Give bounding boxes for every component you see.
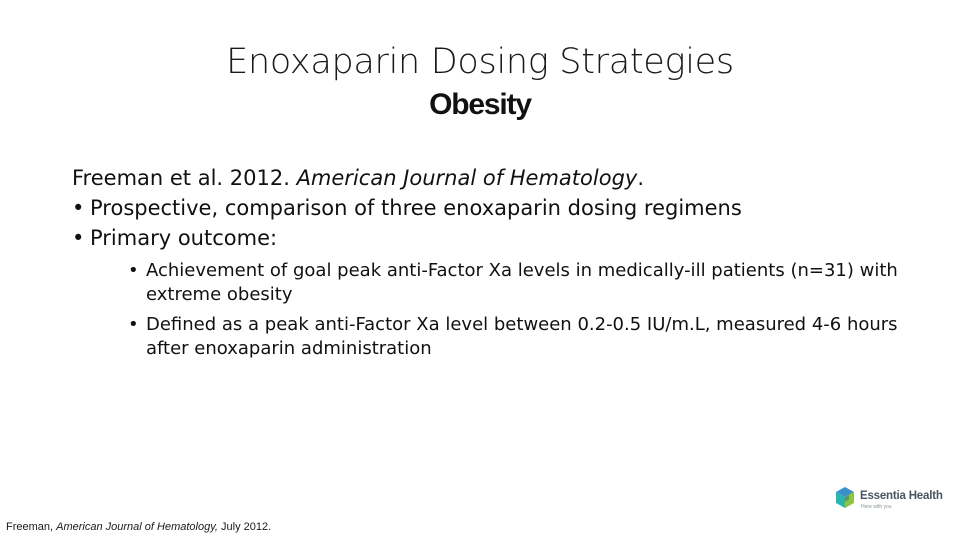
- lead-journal: American Journal of Hematology: [296, 166, 638, 190]
- sub-bullet-list: [126, 259, 932, 361]
- slide-title: Enoxaparin Dosing Strategies: [226, 42, 734, 82]
- lead-citation-text: Freeman et al. 2012.: [72, 166, 290, 190]
- slide-body: [72, 163, 932, 367]
- bullet-item-label: Primary outcome:: [90, 226, 278, 250]
- sub-bullet-item: • Achievement of goal peak anti-Factor Xa levels in medically-ill patients (n=31) with extreme obesity: [126, 259, 906, 307]
- lead-end: .: [637, 166, 645, 190]
- sub-bullet-item: • Defined as a peak anti-Factor Xa level between 0.2-0.5 IU/m.L, measured 4-6 hours after enoxaparin administration: [126, 313, 906, 361]
- footer-author: Freeman,: [6, 521, 54, 533]
- logo-tagline: Here with you: [861, 504, 892, 510]
- bullet-item: • Prospective, comparison of three enoxaparin dosing regimens: [72, 193, 932, 223]
- logo-name: Essentia Health: [860, 490, 943, 502]
- footer-journal: American Journal of Hematology,: [56, 521, 218, 533]
- slide-subtitle: Obesity: [429, 88, 531, 121]
- bullet-list: [72, 193, 932, 361]
- bullet-item-with-children: [72, 223, 932, 361]
- essentia-health-logo: [834, 486, 954, 516]
- lead-citation: [72, 163, 932, 193]
- footer-citation: [6, 520, 271, 534]
- footer-date: July 2012.: [221, 521, 272, 533]
- logo-mark-icon: [834, 486, 856, 510]
